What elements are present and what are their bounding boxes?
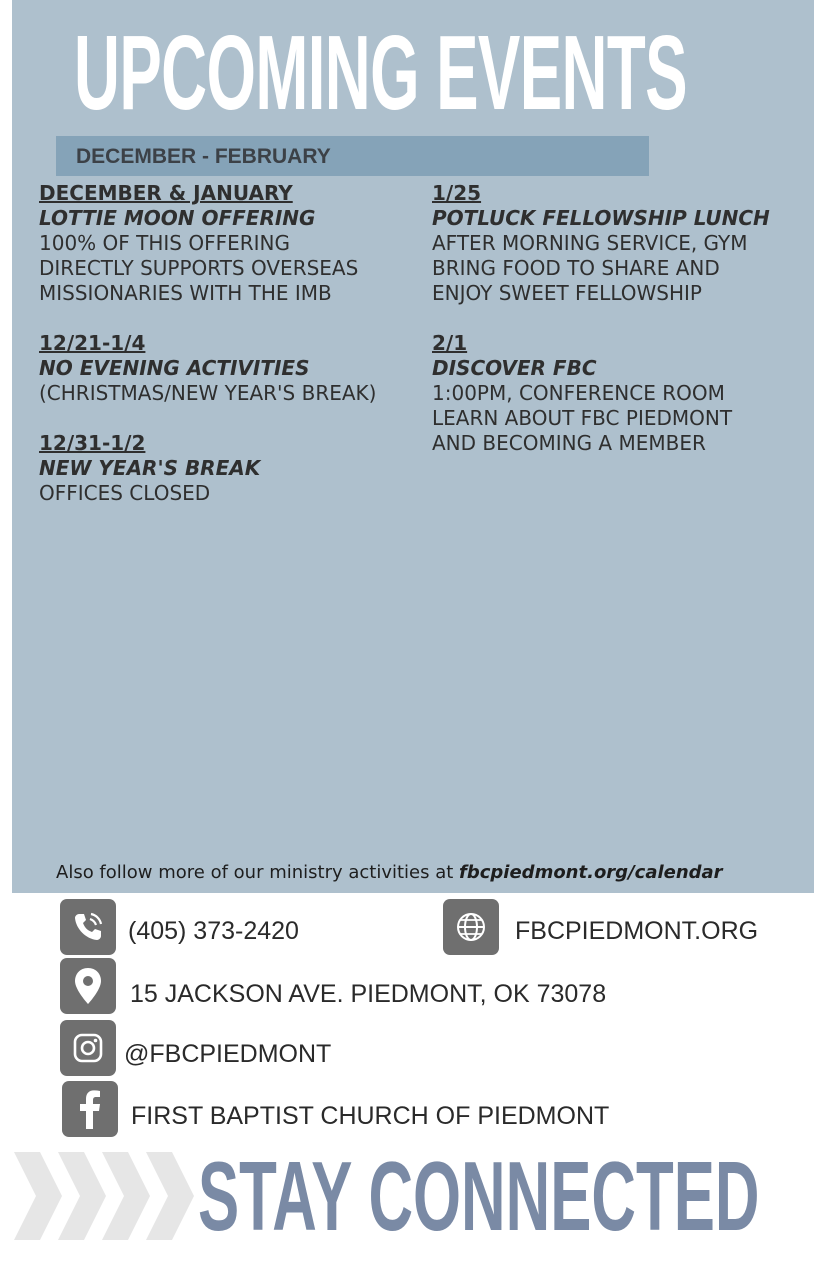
- event-detail: ENJOY SWEET FELLOWSHIP: [432, 281, 702, 305]
- event-date: DECEMBER & JANUARY: [39, 181, 293, 205]
- event-detail: MISSIONARIES WITH THE IMB: [39, 281, 332, 305]
- event-detail: AFTER MORNING SERVICE, GYM: [432, 231, 748, 255]
- event-name: NEW YEAR'S BREAK: [39, 456, 261, 480]
- stay-connected-banner: STAY CONNECTED: [198, 1141, 760, 1251]
- instagram-icon[interactable]: [60, 1020, 116, 1076]
- facebook-icon[interactable]: [62, 1081, 118, 1137]
- event-date: 2/1: [432, 331, 468, 355]
- event-item: [432, 331, 817, 456]
- event-name: LOTTIE MOON OFFERING: [39, 206, 316, 230]
- event-item: [39, 181, 424, 306]
- event-item: [432, 181, 817, 306]
- instagram-handle[interactable]: @FBCPIEDMONT: [124, 1040, 332, 1068]
- facebook-page[interactable]: FIRST BAPTIST CHURCH OF PIEDMONT: [131, 1102, 610, 1130]
- date-range-bar: [56, 136, 649, 176]
- calendar-link[interactable]: fbcpiedmont.org/calendar: [459, 862, 723, 883]
- event-detail: BRING FOOD TO SHARE AND: [432, 256, 720, 280]
- event-detail: DIRECTLY SUPPORTS OVERSEAS: [39, 256, 359, 280]
- event-name: DISCOVER FBC: [432, 356, 597, 380]
- event-item: [39, 331, 424, 406]
- event-date: 12/31-1/2: [39, 431, 146, 455]
- event-detail: 1:00PM, CONFERENCE ROOM: [432, 381, 725, 405]
- event-detail: 100% OF THIS OFFERING: [39, 231, 290, 255]
- page-title: UPCOMING EVENTS: [74, 14, 687, 132]
- phone-icon[interactable]: [60, 899, 116, 955]
- globe-icon[interactable]: [443, 899, 499, 955]
- events-column-right: [432, 181, 817, 481]
- events-column-left: [39, 181, 424, 531]
- calendar-note-text: Also follow more of our ministry activities at: [56, 862, 460, 883]
- event-item: [39, 431, 424, 506]
- phone-number[interactable]: (405) 373-2420: [128, 917, 299, 945]
- map-pin-icon[interactable]: [60, 958, 116, 1014]
- event-date: 1/25: [432, 181, 482, 205]
- event-name: POTLUCK FELLOWSHIP LUNCH: [432, 206, 770, 230]
- event-detail: AND BECOMING A MEMBER: [432, 431, 706, 455]
- event-date: 12/21-1/4: [39, 331, 146, 355]
- event-detail: (CHRISTMAS/NEW YEAR'S BREAK): [39, 381, 377, 405]
- event-detail: LEARN ABOUT FBC PIEDMONT: [432, 406, 733, 430]
- event-name: NO EVENING ACTIVITIES: [39, 356, 310, 380]
- date-range-label: DECEMBER - FEBRUARY: [76, 145, 331, 168]
- address[interactable]: 15 JACKSON AVE. PIEDMONT, OK 73078: [130, 980, 607, 1008]
- calendar-note: [56, 862, 723, 883]
- website-link[interactable]: FBCPIEDMONT.ORG: [515, 917, 759, 945]
- chevron-arrows-icon: [14, 1152, 194, 1240]
- event-detail: OFFICES CLOSED: [39, 481, 211, 505]
